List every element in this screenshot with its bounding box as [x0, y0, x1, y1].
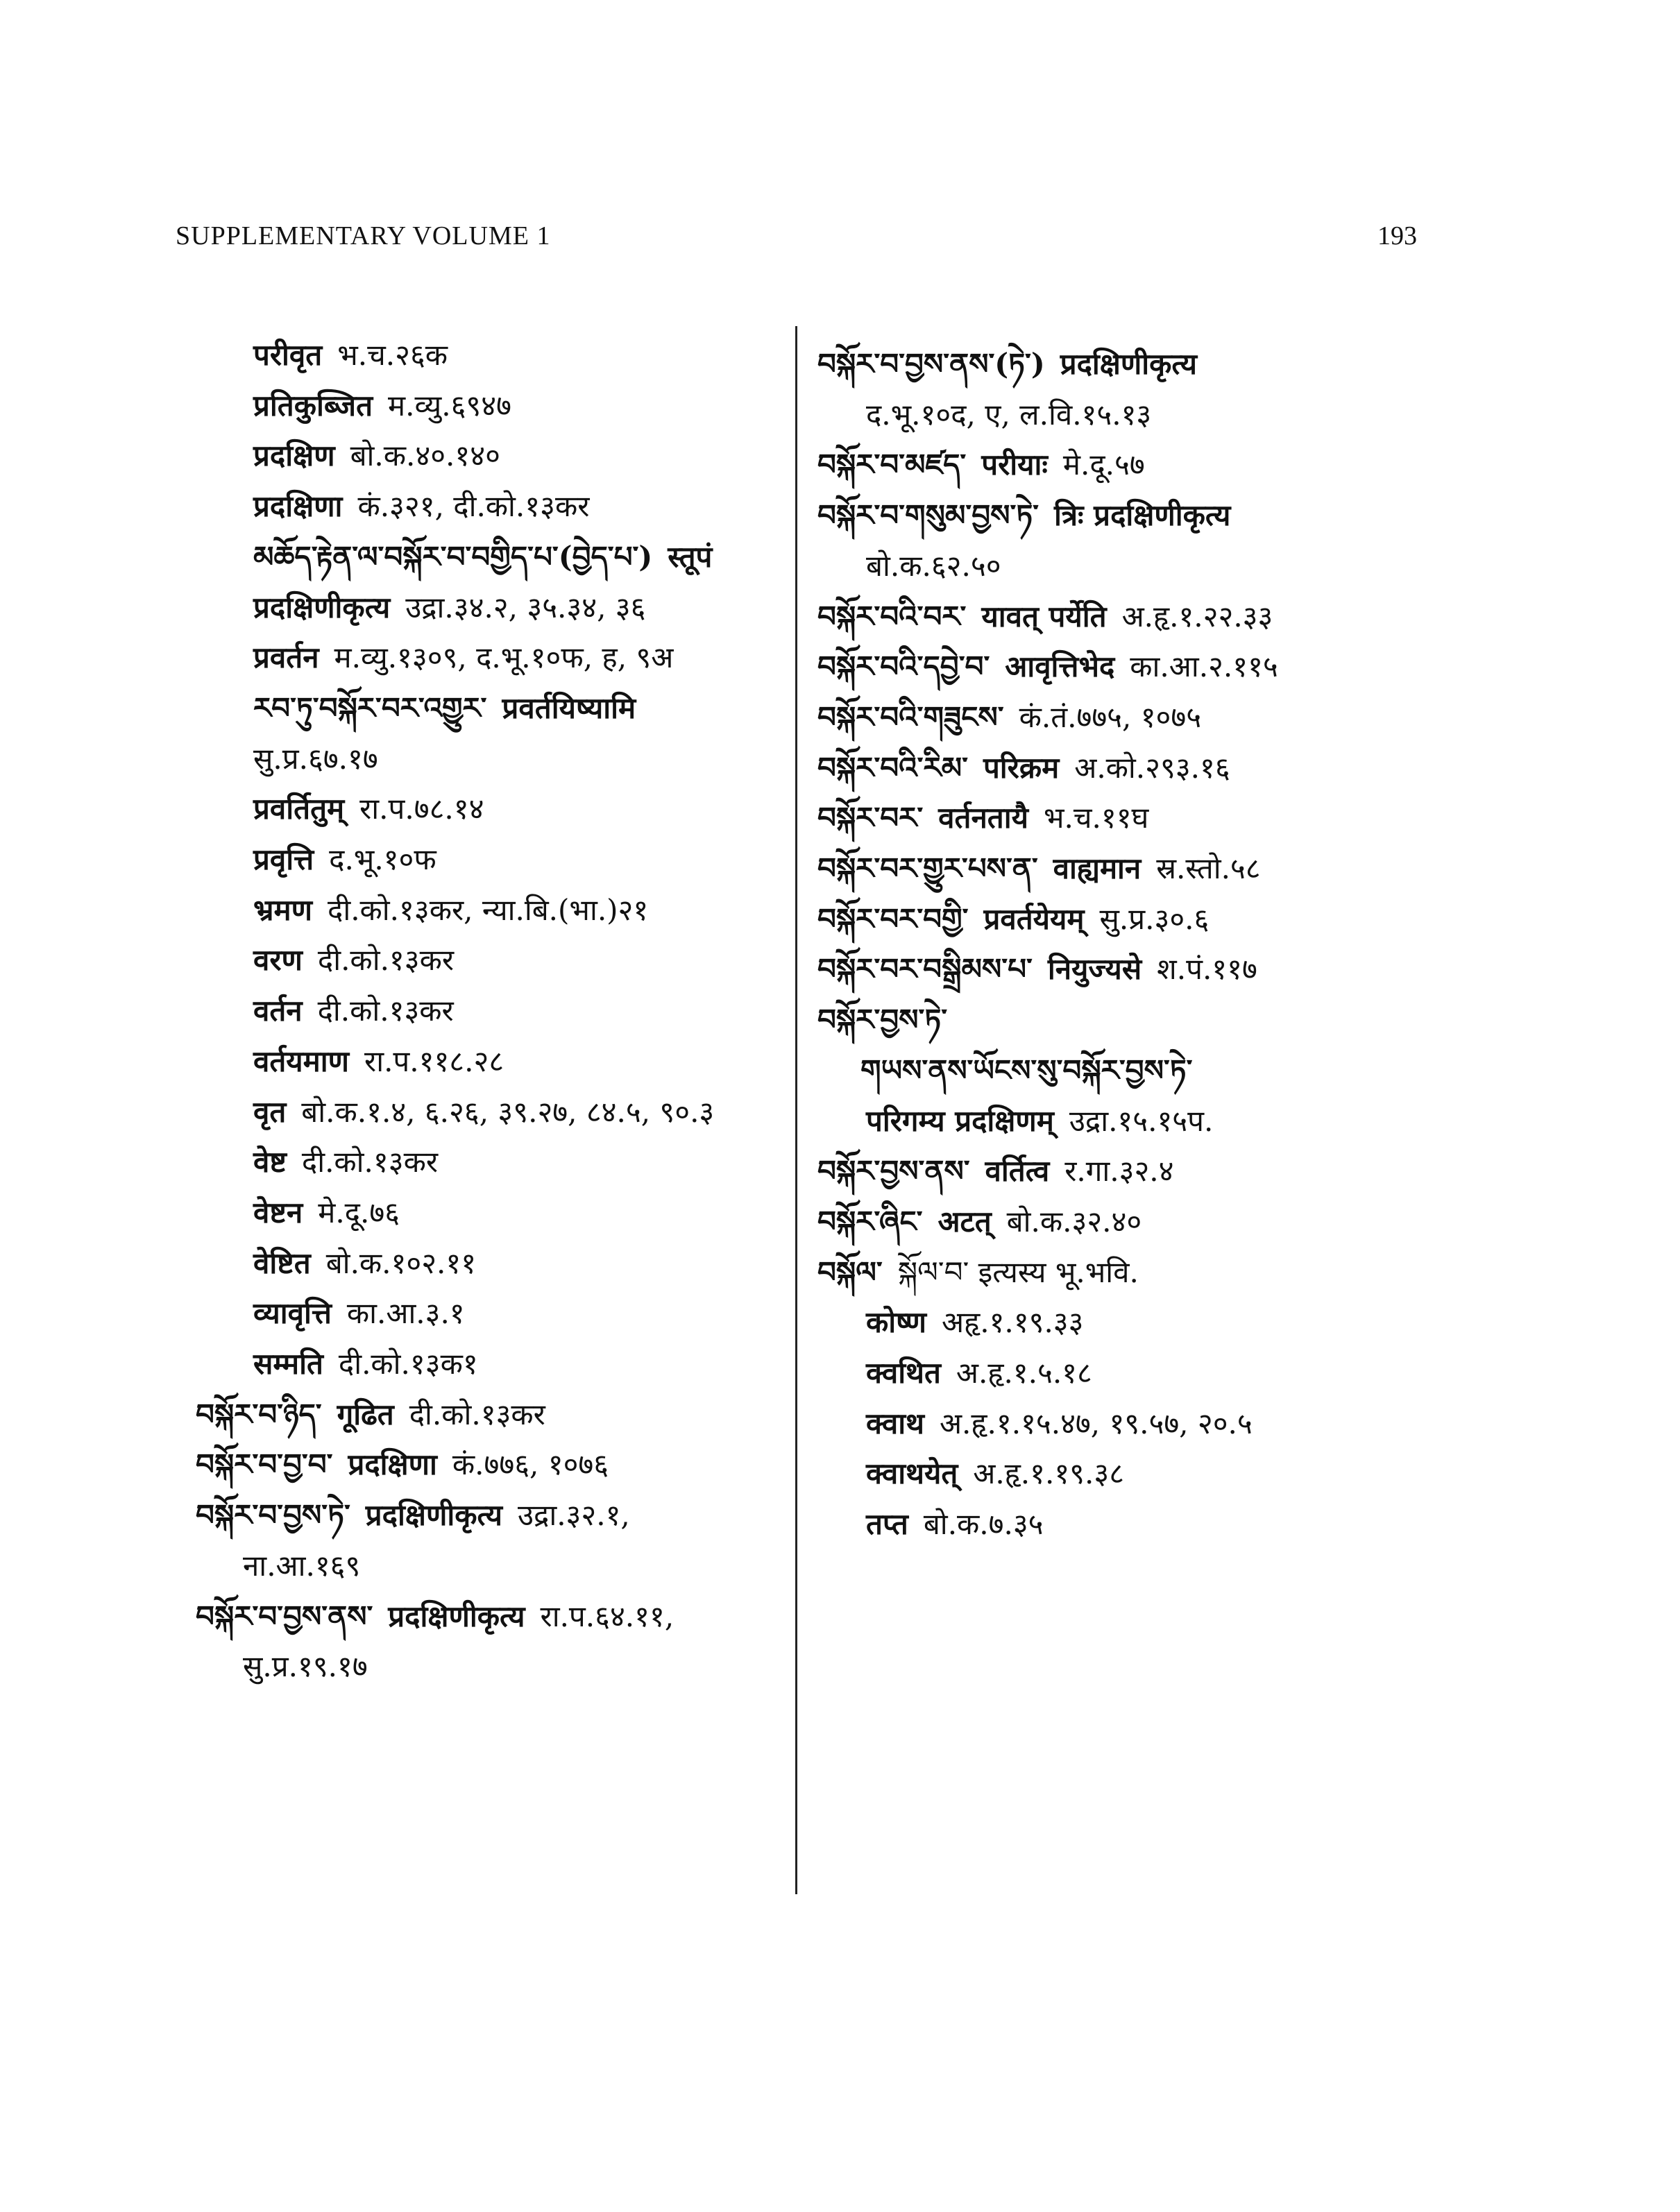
- sanskrit-equivalent: क्वथित: [866, 1356, 941, 1390]
- tibetan-headword: བསྐོར་བ་བྱས་ཏེ་: [196, 1498, 350, 1533]
- source-reference: म.व्यु.१३०९, द.भू.१०फ, ह, ९अ: [334, 640, 674, 675]
- source-reference: बो.क.१०२.११: [325, 1245, 477, 1280]
- source-reference: उद्रा.१५.१५प.: [1069, 1103, 1214, 1138]
- source-reference: श.पं.११७: [1157, 952, 1257, 987]
- source-reference: रा.प.६४.११,: [540, 1599, 674, 1633]
- entry-line: [817, 797, 1164, 839]
- entry-line: [253, 1293, 480, 1334]
- sanskrit-equivalent: प्रदक्षिणीकृत्य: [388, 1599, 525, 1633]
- entry-line: [253, 334, 463, 376]
- entry-line: [253, 1041, 519, 1082]
- source-reference: स्र.स्तो.५८: [1156, 851, 1261, 885]
- tibetan-headword: བསྐོར་བར་གྱུར་པས་ན་: [817, 851, 1038, 885]
- source-reference: बो.क.१.४, ६.२६, ३९.२७, ८४.५, ९०.३: [301, 1094, 715, 1129]
- sanskrit-equivalent: क्वाथ: [866, 1406, 924, 1440]
- source-reference: मे.दू.५७: [1062, 448, 1145, 482]
- sanskrit-equivalent: वेष्टित: [253, 1245, 311, 1280]
- entry-line: [253, 688, 651, 729]
- source-reference: रा.प.७८.१४: [359, 792, 484, 826]
- entry-line: [253, 1141, 453, 1183]
- source-reference: भ.च.२६क: [337, 338, 448, 372]
- entry-line: [817, 646, 1293, 688]
- source-reference: सु.प्र.१९.१७: [243, 1649, 368, 1684]
- entry-line: [253, 890, 663, 931]
- entry-line: [866, 1453, 1139, 1495]
- tibetan-headword: བསྐོར་བ་བྱ་བ་: [196, 1447, 333, 1482]
- source-reference: अ.को.२९३.१६: [1074, 750, 1230, 785]
- source-reference: कं.३२१, दी.को.१३कर: [357, 489, 590, 524]
- entry-line: [860, 1050, 1207, 1091]
- entry-line: [196, 1444, 624, 1486]
- sanskrit-equivalent: आवृत्तिभेद: [1005, 649, 1115, 684]
- entry-line: [817, 1201, 1157, 1243]
- entry-line: [866, 1504, 1059, 1545]
- tibetan-headword: རབ་ཏུ་བསྐོར་བར་འགྱུར་: [253, 690, 487, 725]
- entry-line: [817, 343, 1212, 385]
- source-reference: द.भू.१०फ: [329, 842, 436, 876]
- source-reference: दी.को.१३कर: [409, 1397, 545, 1431]
- tibetan-headword: བསྐོར་བའི་བར་: [817, 599, 967, 633]
- sanskrit-equivalent: प्रवर्तयिष्यामि: [502, 690, 636, 725]
- source-reference: कं.७७६, १०७६: [452, 1447, 609, 1482]
- source-reference: अ.हृ.१.२२.३३: [1121, 599, 1273, 633]
- source-reference: कं.तं.७७५, १०७५: [1019, 699, 1202, 734]
- tibetan-headword: བསྐོར་བར་: [817, 801, 924, 835]
- tibetan-headword: བསྐོར་ཞིང་: [817, 1204, 923, 1239]
- entry-line: [817, 697, 1216, 738]
- sanskrit-equivalent: वर्तयमाण: [253, 1044, 350, 1078]
- source-reference: का.आ.३.१: [346, 1296, 465, 1331]
- entry-line: [866, 394, 1166, 436]
- source-reference: ना.आ.१६९: [243, 1548, 361, 1583]
- source-reference: दी.को.१३क१: [338, 1347, 478, 1381]
- entry-line: [866, 1302, 1098, 1343]
- source-reference: का.आ.२.११५: [1130, 649, 1278, 684]
- entry-line: [817, 596, 1288, 638]
- source-reference: रा.प.११८.२८: [364, 1044, 504, 1078]
- source-reference: र.गा.३२.४: [1064, 1154, 1174, 1189]
- entry-line: [253, 1091, 729, 1133]
- column-divider: [795, 326, 797, 1894]
- source-reference: अ.हृ.१.१५.४७, १९.५७, २०.५: [939, 1406, 1253, 1440]
- entry-line: [243, 1646, 383, 1687]
- sanskrit-equivalent: प्रवर्तितुम्: [253, 792, 345, 826]
- sanskrit-equivalent: अटत्: [937, 1204, 992, 1239]
- source-reference: उद्रा.३२.१,: [518, 1498, 630, 1533]
- entry-line: [253, 536, 727, 578]
- source-reference: अ.हृ.१.१९.३८: [973, 1456, 1125, 1491]
- source-reference: बो.क.६२.५०: [866, 548, 1001, 583]
- entry-line: [253, 587, 661, 629]
- entry-line: [253, 1243, 491, 1284]
- entry-line: [196, 1596, 689, 1637]
- tibetan-headword: བསྐོར་བའི་གཟུངས་: [817, 699, 1004, 734]
- entry-line: [253, 637, 688, 679]
- sanskrit-equivalent: त्रिः प्रदक्षिणीकृत्य: [1054, 498, 1231, 533]
- sanskrit-equivalent: क्वाथयेत्: [866, 1456, 958, 1491]
- source-reference: मे.दू.७६: [318, 1195, 400, 1230]
- entry-line: [817, 495, 1246, 536]
- tibetan-headword: བསྐོར་བ་བྱས་ནས་: [196, 1599, 373, 1633]
- sanskrit-equivalent: गूढित: [337, 1397, 394, 1431]
- entry-line: [253, 738, 393, 780]
- sanskrit-equivalent: वर्तित्व: [985, 1154, 1050, 1189]
- entry-line: [253, 435, 516, 477]
- entry-line: [253, 1343, 493, 1385]
- sanskrit-equivalent: प्रवर्तयेयम्: [983, 901, 1085, 936]
- sanskrit-equivalent: वर्तनतायै: [938, 801, 1028, 835]
- entry-line: [866, 1403, 1268, 1445]
- entry-line: [253, 990, 469, 1032]
- entry-line: [253, 1192, 415, 1234]
- entry-line: [817, 1252, 1154, 1293]
- source-reference: बो.क.३२.४०: [1006, 1204, 1142, 1239]
- entry-line: [866, 1352, 1108, 1394]
- sanskrit-equivalent: व्यावृत्ति: [253, 1296, 332, 1331]
- source-reference: अहृ.१.१९.३३: [942, 1305, 1084, 1340]
- source-reference: दी.को.१३कर: [317, 943, 455, 978]
- tibetan-headword: བསྐོར་བ་གསུམ་བྱས་ཏེ་: [817, 498, 1039, 533]
- tibetan-headword: བསྐོར་བྱས་ཏེ་: [817, 1003, 948, 1037]
- entry-line: [817, 999, 962, 1041]
- sanskrit-equivalent: प्रदक्षिणीकृत्य: [1060, 347, 1197, 381]
- sanskrit-equivalent: भ्रमण: [253, 892, 313, 927]
- entry-line: [817, 848, 1276, 890]
- tibetan-headword: བསྐོར་བ་ཉིད་: [196, 1397, 322, 1431]
- entry-line: [196, 1394, 561, 1436]
- sanskrit-equivalent: वृत: [253, 1094, 287, 1129]
- entry-line: [196, 1495, 645, 1536]
- sanskrit-equivalent: प्रदक्षिणा: [253, 489, 343, 524]
- source-reference: बो.क.४०.१४०: [350, 439, 500, 473]
- source-reference: दी.को.१३कर: [317, 994, 454, 1028]
- tibetan-headword: བསྐོར་བར་བགྱི་: [817, 901, 969, 936]
- entry-line: [817, 444, 1160, 486]
- sanskrit-equivalent: प्रदक्षिणीकृत्य: [365, 1498, 503, 1533]
- entry-line: [817, 899, 1224, 940]
- entry-line: [253, 385, 527, 427]
- sanskrit-equivalent: यावत् पर्येति: [981, 599, 1107, 633]
- sanskrit-equivalent: कोष्ण: [866, 1305, 927, 1340]
- entry-line: [253, 839, 452, 880]
- entry-line: [253, 486, 604, 527]
- sanskrit-equivalent: वरण: [253, 943, 303, 978]
- entry-line: [817, 948, 1273, 990]
- sanskrit-equivalent: स्तूपं: [668, 539, 713, 574]
- source-reference: अ.हृ.१.५.१८: [956, 1356, 1092, 1390]
- sanskrit-equivalent: प्रवर्तन: [253, 640, 319, 675]
- source-reference: दी.को.१३कर, न्या.बि.(भा.)२१: [328, 892, 649, 927]
- source-reference: सु.प्र.६७.१७: [253, 741, 378, 776]
- source-reference: दी.को.१३कर: [301, 1145, 439, 1180]
- tibetan-headword: བསྐོར་བ་མཛད་: [817, 448, 967, 482]
- sanskrit-equivalent: परिक्रम: [983, 750, 1060, 785]
- source-reference: सु.प्र.३०.६: [1099, 901, 1210, 936]
- page-number: 193: [1377, 221, 1417, 250]
- tibetan-headword: བསྐོར་བ་བྱས་ནས་(ཏེ་): [817, 347, 1045, 381]
- tibetan-headword: མཆོད་རྟེན་ལ་བསྐོར་བ་བགྱིད་པ་(བྱེད་པ་): [253, 539, 653, 574]
- sanskrit-equivalent: परीवृत: [253, 338, 323, 372]
- tibetan-headword: བསྐོར་བའི་དབྱེ་བ་: [817, 649, 990, 684]
- sanskrit-equivalent: वेष्ट: [253, 1145, 287, 1180]
- tibetan-headword: བསྐོར་བའི་རིམ་: [817, 750, 968, 785]
- sanskrit-equivalent: प्रतिकुब्जित: [253, 388, 373, 423]
- sanskrit-equivalent: तप्त: [866, 1507, 908, 1542]
- sanskrit-equivalent: सम्मति: [253, 1347, 323, 1381]
- sanskrit-equivalent: वेष्टन: [253, 1195, 303, 1230]
- entry-line: [866, 545, 1017, 587]
- sanskrit-equivalent: प्रदक्षिण: [253, 439, 335, 473]
- sanskrit-equivalent: प्रदक्षिणीकृत्य: [253, 590, 391, 624]
- entry-line: [817, 747, 1246, 789]
- source-reference: बो.क.७.३५: [923, 1507, 1044, 1542]
- tibetan-headword: བསྐོར་བྱས་ནས་: [817, 1154, 970, 1189]
- sanskrit-equivalent: वाह्यमान: [1053, 851, 1142, 885]
- tibetan-headword: བསྐོལ་: [817, 1254, 883, 1289]
- tibetan-headword: གཡས་ནས་ཡོངས་སུ་བསྐོར་བྱས་ཏེ་: [860, 1053, 1193, 1087]
- source-reference: म.व्यु.६९४७: [388, 388, 511, 423]
- sanskrit-equivalent: परिगम्य प्रदक्षिणम्: [866, 1103, 1054, 1138]
- sanskrit-equivalent: प्रदक्षिणा: [348, 1447, 437, 1482]
- entry-line: [866, 1100, 1228, 1142]
- entry-line: [253, 788, 499, 830]
- running-title: SUPPLEMENTARY VOLUME 1: [176, 221, 551, 250]
- sanskrit-equivalent: नियुज्यसे: [1047, 952, 1142, 987]
- entry-line: [817, 1150, 1189, 1192]
- entry-line: [243, 1545, 375, 1587]
- tibetan-headword: བསྐོར་བར་བསྒྲིམས་པ་: [817, 952, 1033, 987]
- entry-line: [253, 939, 469, 981]
- source-reference: उद्रा.३४.२, ३५.३४, ३६: [405, 590, 646, 624]
- source-reference: द.भू.१०द, ए, ल.वि.१५.१३: [866, 397, 1152, 432]
- sanskrit-equivalent: प्रवृत्ति: [253, 842, 314, 876]
- sanskrit-equivalent: वर्तन: [253, 994, 303, 1028]
- source-reference: भ.च.११घ: [1043, 801, 1149, 835]
- sanskrit-equivalent: परीयाः: [981, 448, 1048, 482]
- source-reference: སྐོལ་བ་ इत्यस्य भू.भवि.: [897, 1254, 1139, 1289]
